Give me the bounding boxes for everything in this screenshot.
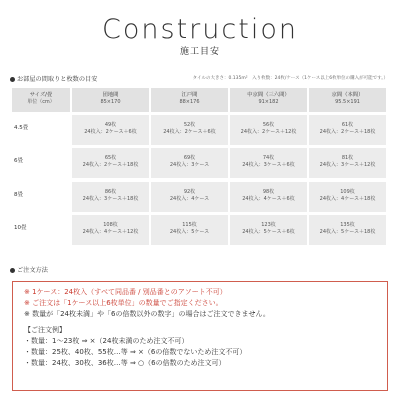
table-cell xyxy=(230,215,307,245)
table-corner-header xyxy=(12,88,70,112)
cell-count: 108枚 xyxy=(103,222,118,228)
bullet-dot-icon xyxy=(10,77,15,82)
col-size: 85×170 xyxy=(100,99,121,105)
section-room-guide-heading xyxy=(10,74,97,83)
table-cell xyxy=(151,182,228,212)
col-name: 江戸間 xyxy=(181,92,198,98)
page-subtitle: 施工目安 xyxy=(179,47,220,57)
cell-detail: 24枚入：3ケース＋6枚 xyxy=(242,162,295,168)
col-header-danchi xyxy=(72,88,149,112)
cell-detail: 24枚入：5ケース xyxy=(169,229,210,235)
row-label-4-5: 4.5畳 xyxy=(14,125,29,131)
table-cell xyxy=(309,148,386,178)
order-example-1: ・数量：1〜23枚 ⇒ ×（24枚未満のため注文不可） xyxy=(24,337,189,345)
cell-detail: 24枚入：3ケース＋12枚 xyxy=(319,162,376,168)
cell-count: 49枚 xyxy=(104,122,117,128)
table-cell xyxy=(230,182,307,212)
bullet-dot-icon xyxy=(10,268,15,273)
col-header-edo xyxy=(151,88,228,112)
tile-spec-note: タイルの大きさ：0.135m² 入り枚数：24枚/ケース（1ケース以上6枚単位の購入が可能です。） xyxy=(192,76,388,81)
cell-count: 74枚 xyxy=(262,155,275,161)
order-notice-box xyxy=(12,281,388,391)
cell-count: 98枚 xyxy=(262,189,275,195)
cell-detail: 24枚入：2ケース＋12枚 xyxy=(240,129,297,135)
section-room-guide-title: お部屋の間取りと枚数の目安 xyxy=(17,76,98,83)
col-name: 団地間 xyxy=(102,92,119,98)
cell-detail: 24枚入：3ケース xyxy=(169,162,210,168)
order-example-3: ・数量：24枚、30枚、36枚…等 ⇒ ○（6の倍数のため注文可） xyxy=(24,359,226,367)
col-name: 京間（本間） xyxy=(331,92,364,98)
col-size: 95.5×191 xyxy=(335,99,360,105)
corner-line2: 単位（cm） xyxy=(27,99,55,105)
col-header-kyo xyxy=(309,88,386,112)
table-cell xyxy=(151,215,228,245)
table-cell xyxy=(151,148,228,178)
table-cell xyxy=(309,182,386,212)
cell-count: 56枚 xyxy=(262,122,275,128)
table-cell xyxy=(72,115,149,145)
cell-count: 52枚 xyxy=(183,122,196,128)
cell-detail: 24枚入：4ケース＋12枚 xyxy=(82,229,139,235)
notice-line-1: ※ 1ケース：24枚入（すべて同品番 / 別品番とのアソート不可） xyxy=(24,288,227,296)
cell-count: 123枚 xyxy=(261,222,276,228)
cell-detail: 24枚入：5ケース＋6枚 xyxy=(242,229,295,235)
cell-detail: 24枚入：5ケース＋18枚 xyxy=(319,229,376,235)
notice-line-3: ※ 数量が「24枚未満」や「6の倍数以外の数字」の場合はご注文できません。 xyxy=(24,310,270,318)
order-example-title: 【ご注文例】 xyxy=(24,326,66,334)
cell-detail: 24枚入：2ケース＋6枚 xyxy=(163,129,216,135)
room-size-table xyxy=(12,88,386,248)
cell-count: 86枚 xyxy=(104,189,117,195)
cell-count: 65枚 xyxy=(104,155,117,161)
table-cell xyxy=(309,115,386,145)
cell-count: 115枚 xyxy=(182,222,197,228)
cell-count: 81枚 xyxy=(341,155,354,161)
notice-line-2: ※ ご注文は「1ケース以上6枚単位」の数量でご指定ください。 xyxy=(24,299,223,307)
col-size: 91×182 xyxy=(258,99,279,105)
col-header-chukyo xyxy=(230,88,307,112)
table-cell xyxy=(230,115,307,145)
section-order-heading xyxy=(10,265,48,274)
cell-detail: 24枚入：2ケース＋18枚 xyxy=(82,162,139,168)
row-label-8: 8畳 xyxy=(14,192,23,198)
row-label-10: 10畳 xyxy=(14,225,27,231)
table-cell xyxy=(230,148,307,178)
cell-count: 135枚 xyxy=(340,222,355,228)
order-example-2: ・数量：25枚、40枚、55枚…等 ⇒ ×（6の倍数でないため注文不可） xyxy=(24,348,247,356)
cell-detail: 24枚入：2ケース＋18枚 xyxy=(319,129,376,135)
cell-count: 109枚 xyxy=(340,189,355,195)
cell-detail: 24枚入：4ケース＋6枚 xyxy=(242,196,295,202)
corner-line1: サイズ/畳 xyxy=(29,92,53,98)
cell-detail: 24枚入：2ケース＋6枚 xyxy=(84,129,137,135)
table-cell xyxy=(151,115,228,145)
cell-count: 61枚 xyxy=(341,122,354,128)
table-cell xyxy=(72,182,149,212)
table-cell xyxy=(72,215,149,245)
table-cell xyxy=(309,215,386,245)
col-name: 中京間（三六間） xyxy=(247,92,290,98)
cell-detail: 24枚入：3ケース＋18枚 xyxy=(82,196,139,202)
row-label-6: 6畳 xyxy=(14,158,23,164)
cell-detail: 24枚入：4ケース xyxy=(169,196,210,202)
col-size: 88×176 xyxy=(179,99,200,105)
cell-detail: 24枚入：4ケース＋18枚 xyxy=(319,196,376,202)
page-title: Construction xyxy=(102,14,298,45)
cell-count: 69枚 xyxy=(183,155,196,161)
cell-count: 92枚 xyxy=(183,189,196,195)
table-cell xyxy=(72,148,149,178)
section-order-title: ご注文方法 xyxy=(17,267,48,274)
